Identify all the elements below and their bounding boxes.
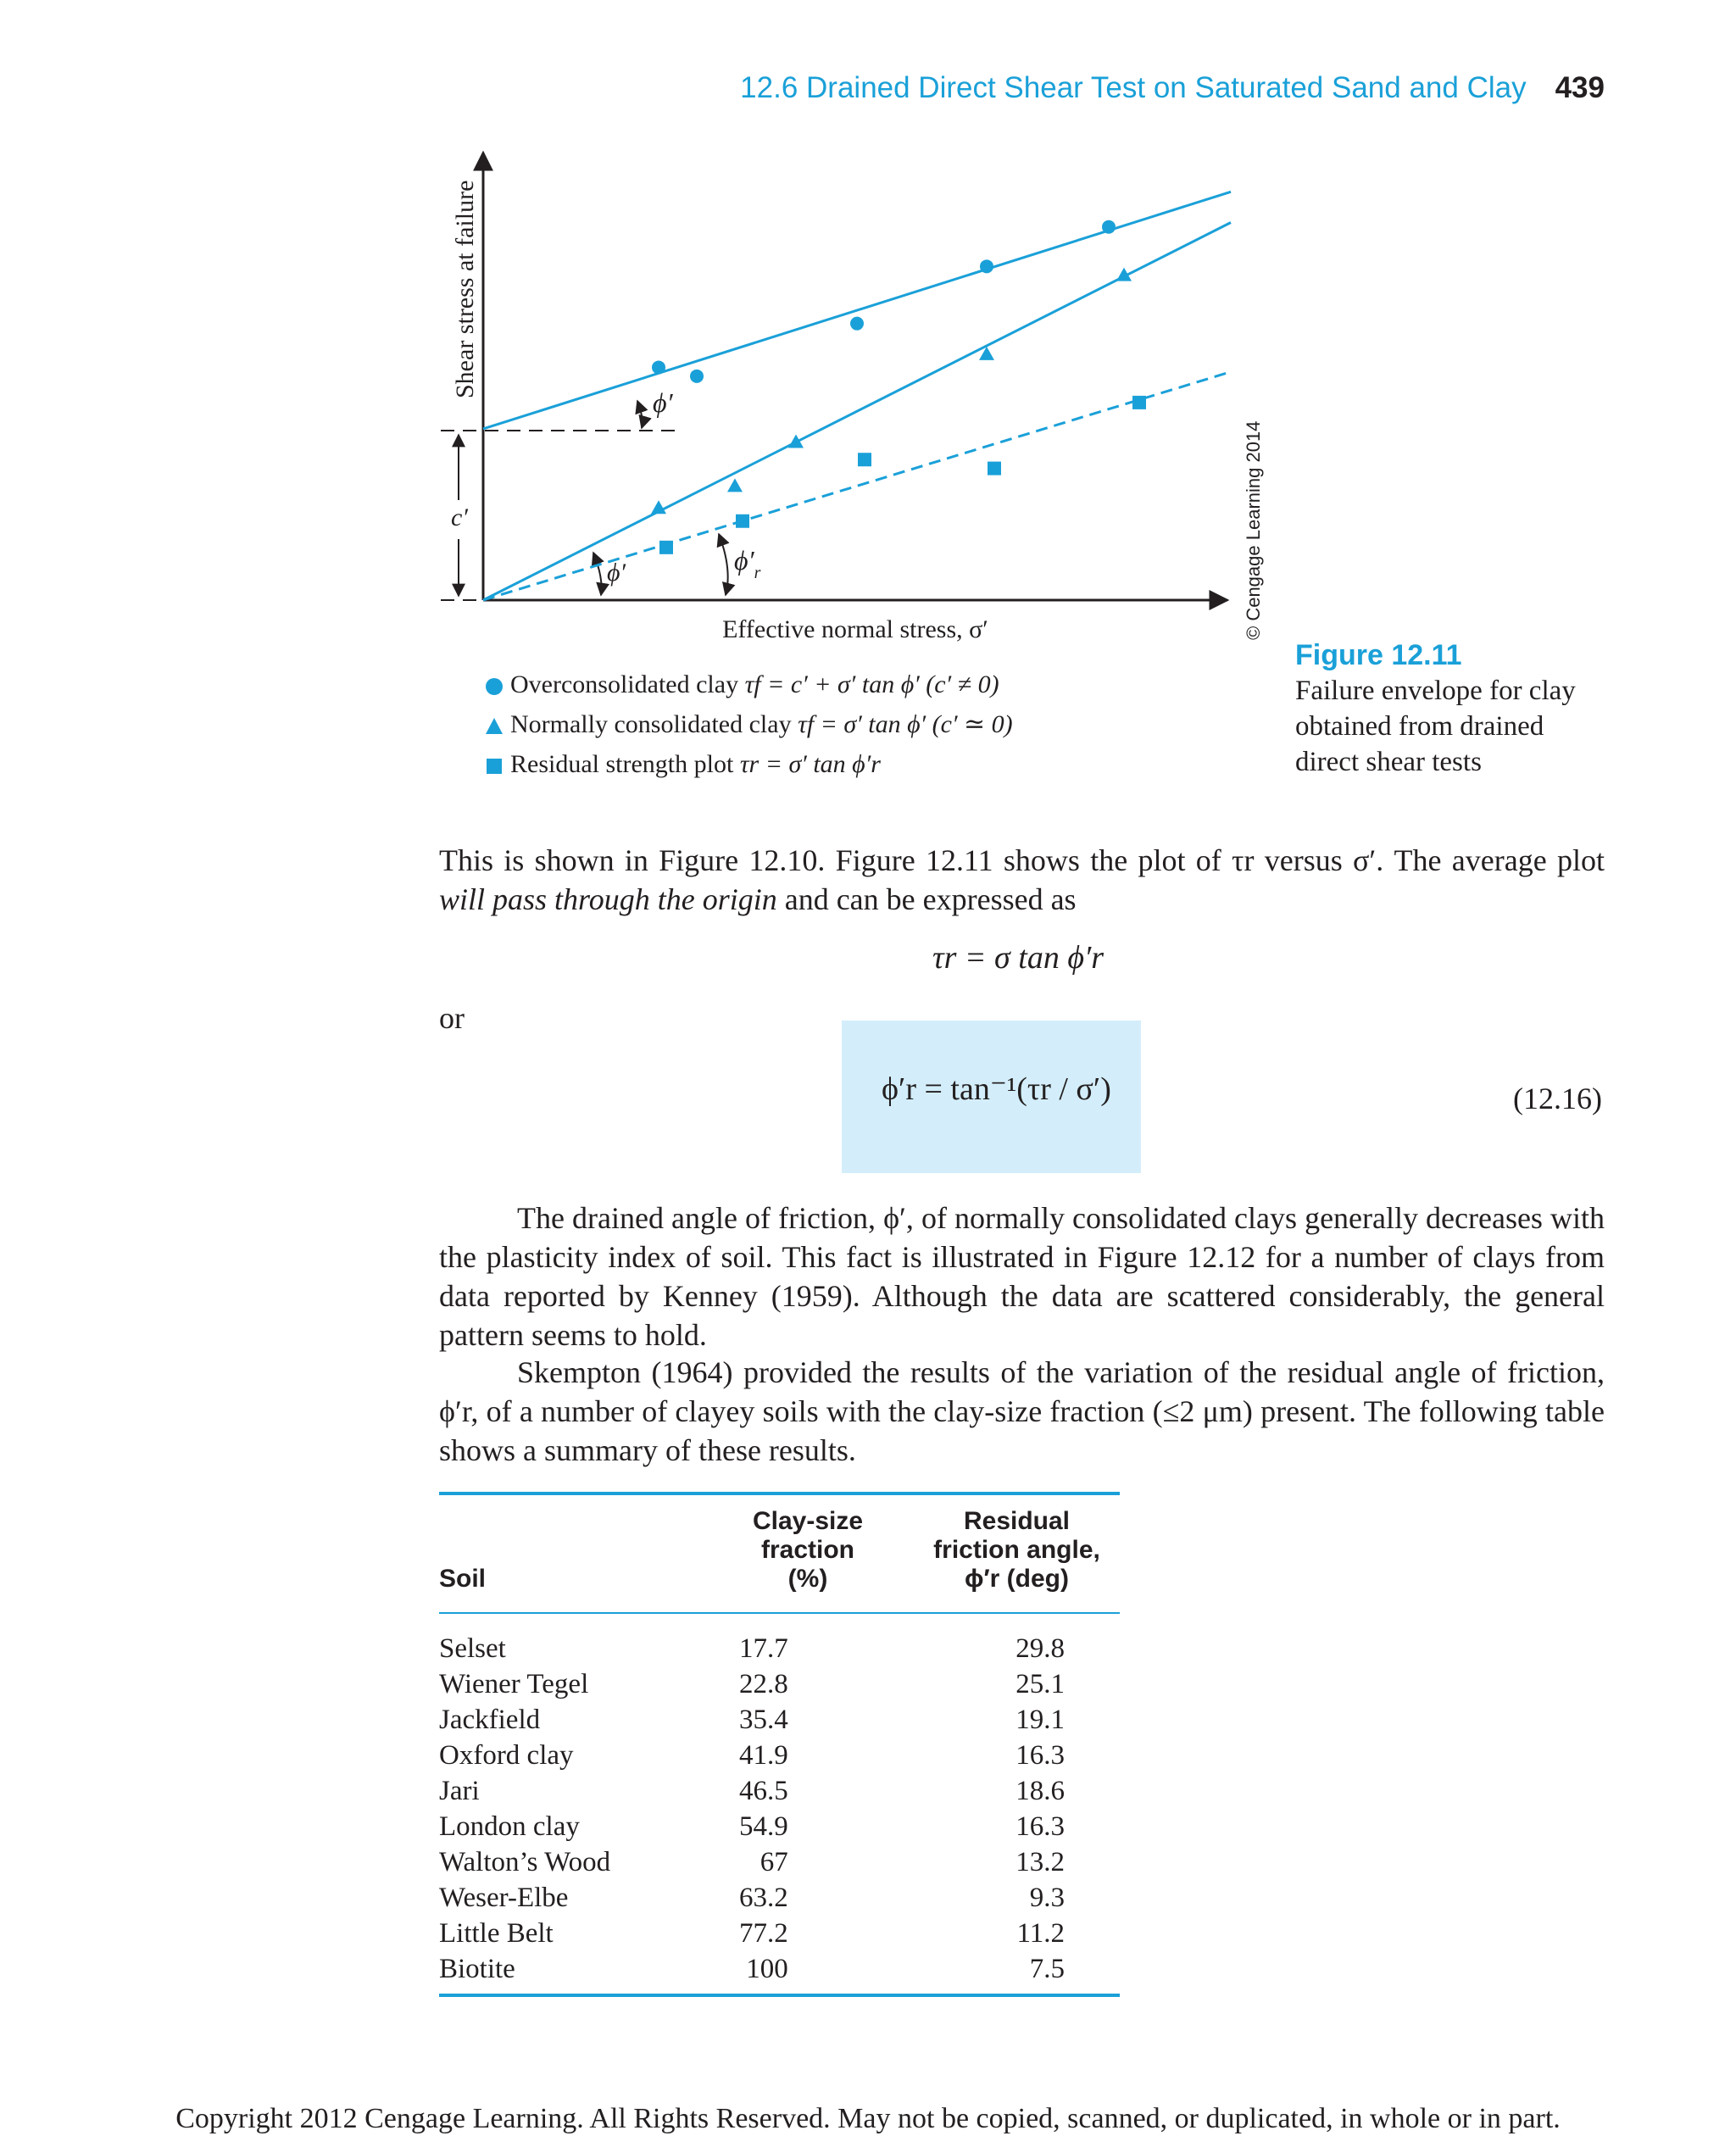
fit-line-circle	[483, 192, 1231, 429]
table-row	[439, 1880, 1120, 1916]
table-top-rule	[439, 1492, 1120, 1495]
table-row	[439, 1916, 1120, 1951]
chart-legend	[485, 665, 1013, 784]
table-row	[439, 1738, 1120, 1773]
header-soil: Soil	[439, 1565, 487, 1593]
phi-label-lower: ϕ′	[607, 559, 626, 587]
data-point-circle	[690, 370, 704, 383]
table-row	[439, 1951, 1120, 1987]
cell-residual-angle: 13.2	[1015, 1847, 1065, 1877]
phi-r-label: $\phi'_r$	[734, 545, 761, 582]
table-body	[439, 1631, 1120, 1987]
c-prime-label: c′	[451, 503, 468, 531]
cell-residual-angle: 18.6	[1015, 1776, 1065, 1806]
legend-label: Normally consolidated clay	[510, 710, 792, 738]
cell-residual-angle: 11.2	[1016, 1918, 1065, 1949]
cell-soil: Walton’s Wood	[439, 1847, 611, 1877]
cell-soil: Selset	[439, 1633, 506, 1664]
section-title: 12.6 Drained Direct Shear Test on Saturated Sand and Clay	[740, 71, 1527, 104]
table-header-rule	[439, 1612, 1120, 1614]
legend-equation: τf = c′ + σ′ tan ϕ′ (c′ ≠ 0)	[744, 670, 999, 698]
cell-soil: London clay	[439, 1811, 580, 1842]
data-point-square	[736, 515, 749, 528]
data-point-circle	[850, 317, 864, 331]
phi-arc-lower	[593, 553, 602, 595]
data-point-square	[1132, 396, 1146, 409]
header-residual-angle: Residual friction angle, ϕ′r (deg)	[933, 1507, 1100, 1593]
data-point-circle	[652, 360, 665, 374]
cell-clay-fraction: 17.7	[738, 1633, 788, 1664]
table-row	[439, 1631, 1120, 1666]
table-row	[439, 1702, 1120, 1738]
data-point-square	[659, 541, 673, 554]
x-axis-label: Effective normal stress, σ′	[722, 615, 988, 643]
square-marker-icon	[485, 757, 504, 776]
equation-residual-shear: τr = σ tan ϕ′r	[932, 940, 1104, 976]
paragraph-2: The drained angle of friction, ϕ′, of normally consolidated clays generally decreases with the plasticity index of soil. This fact is illustrated in Figure 12.12 for a number of clays from data reported by Kenney (1959). Although the data are scattered considerably, the general pattern seems to hold.	[439, 1201, 1605, 1352]
cell-soil: Wiener Tegel	[439, 1669, 589, 1699]
fit-line-square	[483, 372, 1231, 600]
circle-marker-icon	[485, 677, 504, 696]
data-point-square	[988, 462, 1001, 476]
credit-label: © Cengage Learning 2014	[1243, 420, 1264, 640]
figure-caption	[1295, 637, 1576, 780]
table-bottom-rule	[439, 1994, 1120, 1997]
cell-soil: Biotite	[439, 1954, 515, 1984]
cell-residual-angle: 7.5	[1029, 1954, 1065, 1984]
legend-equation: τf = σ′ tan ϕ′ (c′ ≃ 0)	[798, 710, 1013, 738]
cell-clay-fraction: 46.5	[738, 1776, 788, 1806]
cell-clay-fraction: 100	[746, 1954, 788, 1984]
cell-soil: Little Belt	[439, 1918, 554, 1949]
chart-axes	[483, 153, 1227, 600]
data-point-triangle	[727, 478, 743, 492]
cell-residual-angle: 9.3	[1029, 1883, 1065, 1913]
cell-clay-fraction: 77.2	[738, 1918, 788, 1949]
caption-line: direct shear tests	[1295, 747, 1482, 777]
legend-item-normally-consolidated	[485, 704, 1013, 744]
table-row	[439, 1809, 1120, 1844]
triangle-marker-icon	[485, 717, 504, 736]
cell-residual-angle: 19.1	[1015, 1705, 1065, 1735]
emphasis: will pass through the origin	[439, 882, 777, 916]
caption-line: obtained from drained	[1295, 711, 1544, 742]
caption-line: Failure envelope for clay	[1295, 676, 1576, 706]
paragraph-3: Skempton (1964) provided the results of the variation of the residual angle of friction, ϕ′r, of a number of clayey soils with the clay-size fraction (≤2 μm) present. The following table shows a summary of these results.	[439, 1355, 1605, 1467]
legend-label: Overconsolidated clay	[510, 670, 739, 698]
legend-item-residual	[485, 744, 1013, 784]
cell-residual-angle: 29.8	[1015, 1633, 1065, 1664]
cell-clay-fraction: 35.4	[738, 1705, 788, 1735]
data-point-square	[858, 453, 871, 466]
cell-soil: Jackfield	[439, 1705, 541, 1735]
copyright-footer: Copyright 2012 Cengage Learning. All Rights Reserved. May not be copied, scanned, or duplicated, in whole or in part.	[175, 2103, 1561, 2134]
cell-soil: Oxford clay	[439, 1740, 574, 1771]
data-point-triangle	[788, 435, 804, 448]
paragraph-1: This is shown in Figure 12.10. Figure 12.11 shows the plot of τr versus σ′. The average plot will pass through the origin and can be expressed as	[439, 843, 1605, 916]
y-axis-label: Shear stress at failure	[451, 180, 479, 398]
cell-soil: Jari	[439, 1776, 480, 1806]
legend-label: Residual strength plot	[510, 750, 734, 778]
cell-clay-fraction: 22.8	[738, 1669, 788, 1699]
page-number: 439	[1555, 71, 1605, 104]
cell-residual-angle: 25.1	[1015, 1669, 1065, 1699]
cell-clay-fraction: 63.2	[738, 1883, 788, 1913]
cell-clay-fraction: 41.9	[738, 1740, 788, 1771]
series-layer	[483, 192, 1231, 600]
figure-number: Figure 12.11	[1295, 639, 1462, 671]
table-row	[439, 1773, 1120, 1809]
cell-residual-angle: 16.3	[1015, 1740, 1065, 1771]
cell-soil: Weser-Elbe	[439, 1883, 569, 1913]
table-row	[439, 1844, 1120, 1880]
figure-12-11-chart	[0, 0, 1736, 661]
equation-number: (12.16)	[1513, 1082, 1602, 1115]
data-point-triangle	[651, 500, 666, 514]
data-point-circle	[1102, 220, 1116, 234]
or-label: or	[439, 1001, 465, 1035]
legend-equation: τr = σ′ tan ϕ′r	[739, 750, 881, 778]
cell-clay-fraction: 54.9	[738, 1811, 788, 1842]
header-clay-size: Clay-size fraction (%)	[752, 1507, 864, 1593]
table-row	[439, 1666, 1120, 1702]
data-point-circle	[980, 259, 993, 273]
phi-label-upper: ϕ′	[653, 387, 673, 418]
cell-clay-fraction: 67	[760, 1847, 788, 1877]
legend-item-overconsolidated	[485, 665, 1013, 704]
table-header	[439, 1507, 1120, 1594]
phi-arc-upper	[637, 401, 643, 428]
phi-r-arc	[719, 534, 728, 595]
cell-residual-angle: 16.3	[1015, 1811, 1065, 1842]
equation-12-16: ϕ′r = tan⁻¹(τr / σ′)	[882, 1071, 1111, 1107]
